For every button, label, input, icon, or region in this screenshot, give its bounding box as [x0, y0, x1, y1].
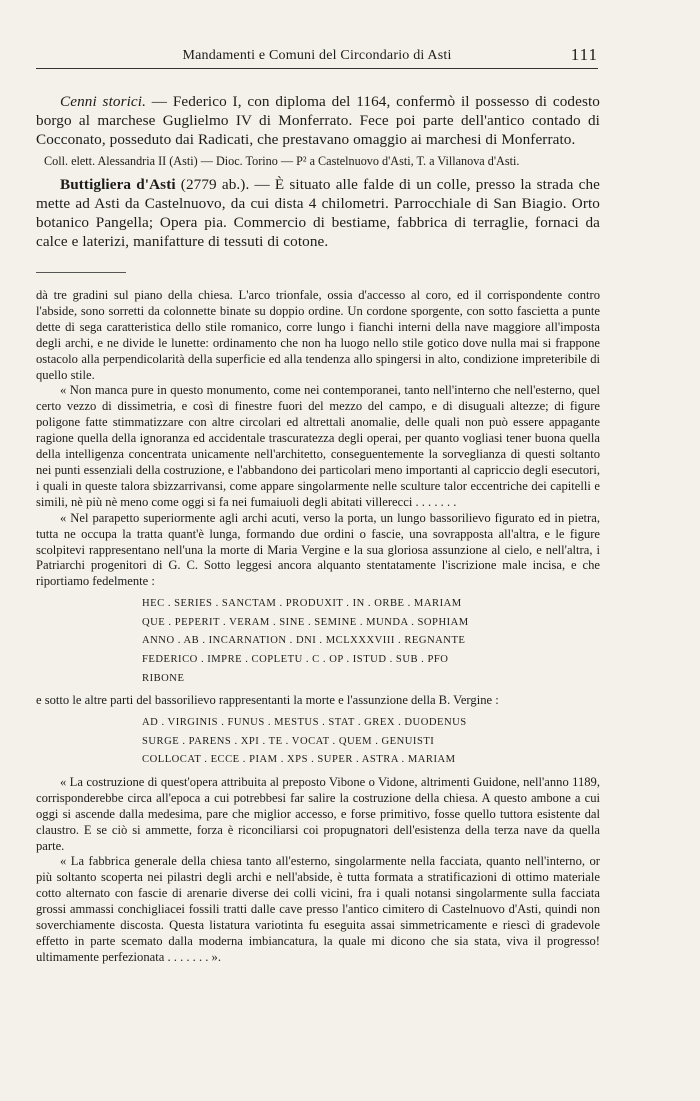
buttigliera-text: (2779 ab.). — È situato alle falde di un colle, presso la strada che mette ad Asti da Castelnuovo, da cui dista 4 chilometri. Parrocchiale di San Biagio. Orto botanico Pangella; Opera pia. Commercio di bestiame, fabbrica di terraglie, fornaci da calce e laterizi, manifatture di tessuti di cotone. [36, 175, 600, 251]
footnote-divider [36, 272, 126, 273]
page-number: 111 [570, 45, 598, 64]
inscription-line: FEDERICO . IMPRE . COPLETU . C . OP . ISTUD . SUB . PFO [142, 654, 449, 665]
footnote-paragraph: « La fabbrica generale della chiesa tanto all'esterno, singolarmente nella facciata, quanto nell'interno, or più soltanto scoperta nei pilastri degli archi e nell'abside, è tutta formata a stratificazioni di ottimo materiale cotto alternato con fascie di arenarie diverse dei colli vicini, fra i quali notansi singolarmente sulla facciata grossi ammassi conchigliacei fossili tratti dalle cave presso l'antico cimitero di Castelnuovo d'Asti, quindi non soverchiamente discosta. Questa listatura variotinta fu eseguita assai simmetricamente e riescì di gradevole effetto in parte scemato dalla moderna imbiancatura, la quale mi dicono che sia stata, viva il progresso! ultimamente perfezionata . . . . . . . ». [36, 854, 600, 964]
inscription-line: RIBONE [142, 672, 185, 684]
footnote-paragraph: dà tre gradini sul piano della chiesa. L'arco trionfale, ossia d'accesso al coro, ed il corrispondente contro l'abside, sono sorretti da colonnette binate su doppio ordine. Un cordone sporgente, con sotto fascietta a punte dette di sega caratteristica dello stile romanico, corre lungo i fianchi interni della nave maggiore all'imposta degli archi, e ne divide le lunette: ordinamento che non ha luogo nello stile gotico dove nulla mai si frappone ostacolo alla perpendicolarità della superficie ed alla tendenza allo spingersi in alto, condizione impreteribile di quello stile. [36, 288, 600, 382]
inscription-line: ANNO . AB . INCARNATION . DNI . MCLXXXVIII . REGNANTE [142, 635, 466, 647]
footnote-text [36, 288, 600, 966]
cocconato-text: — Federico I, con diploma del 1164, confermò il possesso di codesto borgo al marchese Guglielmo IV di Monferrato. Fece poi parte dell'antico contado di Cocconato, posseduto dai Radicati, che prestavano omaggio ai marchesi di Monferrato. [36, 93, 600, 149]
footnote-paragraph: « La costruzione di quest'opera attribuita al preposto Vibone o Vidone, altrimenti Guidone, nell'anno 1189, corrisponderebbe circa all'epoca a cui potrebbesi far salire la costruzione della chiesa. A questo ambone a cui oggi si ascende dalla medesima, pare che miglior accesso, e forse primitivo, fosse quello tuttora esistente dal claustro. E se ciò si ammette, forza è riconciliarsi coi propugnatori dell'esistenza della terza nave da quella parte. [36, 774, 600, 853]
buttigliera-entry [36, 175, 600, 252]
cocconato-biblio: Coll. elett. Alessandria II (Asti) — Dioc. Torino — P² a Castelnuovo d'Asti, T. a Villanova d'Asti. [44, 153, 520, 168]
footnote-paragraph: « Non manca pure in questo monumento, come nei contemporanei, tanto nell'interno che nell'esterno, quel certo vezzo di dissimetria, e così di finestre fuori del mezzo del campo, e di disuguali altezze; di figure poligone fatte stimmatizzare con altre circolari ed altrettali anomalie, delle quali non può essere appagante ragione quella della ignoranza ed accidentale trascuratezza degli operai, per quanto vogliasi tener buona quella della intelligenza concentrata unicamente nell'architetto, conseguentemente la sorveglianza di questi soltanto nei punti essenziali della costruzione, e l'abbandono dei particolari meno importanti al capriccio degli esecutori, i quali in queste talora sbizzarrivansi, come appare singolarmente nelle sculture talor eccentriche dei capitelli e simili, nè più nè meno come oggi si fa nei fumaiuoli degli abitati villerecci . . . . . . . [36, 383, 600, 509]
inscription-first [36, 595, 600, 688]
footnote-paragraph: e sotto le altre parti del bassorilievo rappresentanti la morte e l'assunzione della B. Vergine : [36, 693, 499, 708]
inscription-line: COLLOCAT . ECCE . PIAM . XPS . SUPER . ASTRA . MARIAM [142, 754, 456, 766]
entry-name: Buttigliera d'Asti [60, 175, 176, 193]
inscription-line: HEC . SERIES . SANCTAM . PRODUXIT . IN . ORBE . MARIAM [142, 598, 462, 610]
inscription-line: QUE . PEPERIT . VERAM . SINE . SEMINE . MUNDA . SOPHIAM [142, 616, 469, 628]
inscription-line: SURGE . PARENS . XPI . TE . VOCAT . QUEM . GENUISTI [142, 735, 435, 747]
inscription-second [36, 714, 600, 770]
cocconato-history [36, 92, 600, 150]
section-lead: Cenni storici. [60, 93, 146, 110]
running-title: Mandamenti e Comuni del Circondario di Asti [182, 48, 452, 63]
main-text [36, 92, 600, 251]
inscription-line: AD . VIRGINIS . FUNUS . MESTUS . STAT . GREX . DUODENUS [142, 717, 467, 729]
footnote-paragraph: « Nel parapetto superiormente agli archi acuti, verso la porta, un lungo bassorilievo figurato ed in pietra, tutta ne occupa la tratta quant'è lunga, formando due ordini o fascie, una sovrapposta all'altra, e le figure scolpitevi rappresentano nell'una la morte di Maria Vergine e la sua gloriosa assunzione al cielo, e nell'altra, i Patriarchi progenitori di G. C. Sotto leggesi ancora alquanto stentatamente l'iscrizione male incisa, e che riportiamo fedelmente : [36, 510, 600, 589]
page-header [36, 46, 598, 69]
